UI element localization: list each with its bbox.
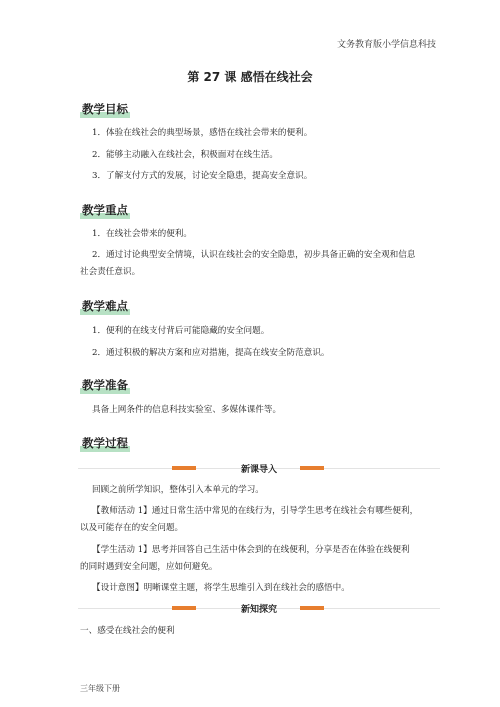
publisher-header: 文务教育版小学信息科技 <box>336 40 436 50</box>
grade-footer: 三年级下册 <box>80 684 120 693</box>
preparation-text: 具备上网条件的信息科技实验室、多媒体课件等。 <box>92 405 282 415</box>
lesson-title: 第 27 课 感悟在线社会 <box>187 70 313 84</box>
key-point-item: 社会责任意识。 <box>80 267 141 277</box>
difficulty-item: 1．便利的在线支付背后可能隐藏的安全问题。 <box>92 326 270 336</box>
preparation-heading: 教学准备 <box>82 378 128 392</box>
explore-divider <box>78 602 440 614</box>
intro-label: 新课导入 <box>240 465 277 475</box>
explore-line: 一、感受在线社会的便利 <box>80 626 175 636</box>
intro-line: 【设计意图】明晰课堂主题，将学生思维引入到在线社会的感悟中。 <box>92 583 350 593</box>
objective-item: 2．能够主动融入在线社会，积极面对在线生活。 <box>92 150 278 160</box>
objectives-heading: 教学目标 <box>82 102 128 116</box>
key-point-item: 1．在线社会带来的便利。 <box>92 229 192 239</box>
intro-line: 【学生活动 1】思考并回答自己生活中体会到的在线便利，分享是否在体验在线便利 <box>92 545 410 555</box>
intro-divider <box>78 462 440 474</box>
difficulty-item: 2．通过积极的解决方案和应对措施，提高在线安全防范意识。 <box>92 348 330 358</box>
objective-item: 3．了解支付方式的发展，讨论安全隐患，提高安全意识。 <box>92 171 313 181</box>
objective-item: 1．体验在线社会的典型场景，感悟在线社会带来的便利。 <box>92 128 313 138</box>
key-point-item: 2．通过讨论典型安全情境，认识在线社会的安全隐患，初步具备正确的安全观和信息 <box>92 250 416 260</box>
explore-label: 新知探究 <box>240 605 277 615</box>
intro-line: 的同时遇到安全问题，应如何避免。 <box>80 562 218 572</box>
key-points-heading: 教学重点 <box>82 203 128 217</box>
intro-line: 以及可能存在的安全问题。 <box>80 523 184 533</box>
process-heading: 教学过程 <box>82 436 128 450</box>
intro-line: 【教师活动 1】通过日常生活中常见的在线行为，引导学生思考在线社会有哪些便利， <box>92 506 419 516</box>
intro-line: 回顾之前所学知识，整体引入本单元的学习。 <box>92 485 264 495</box>
difficulties-heading: 教学难点 <box>82 299 128 313</box>
